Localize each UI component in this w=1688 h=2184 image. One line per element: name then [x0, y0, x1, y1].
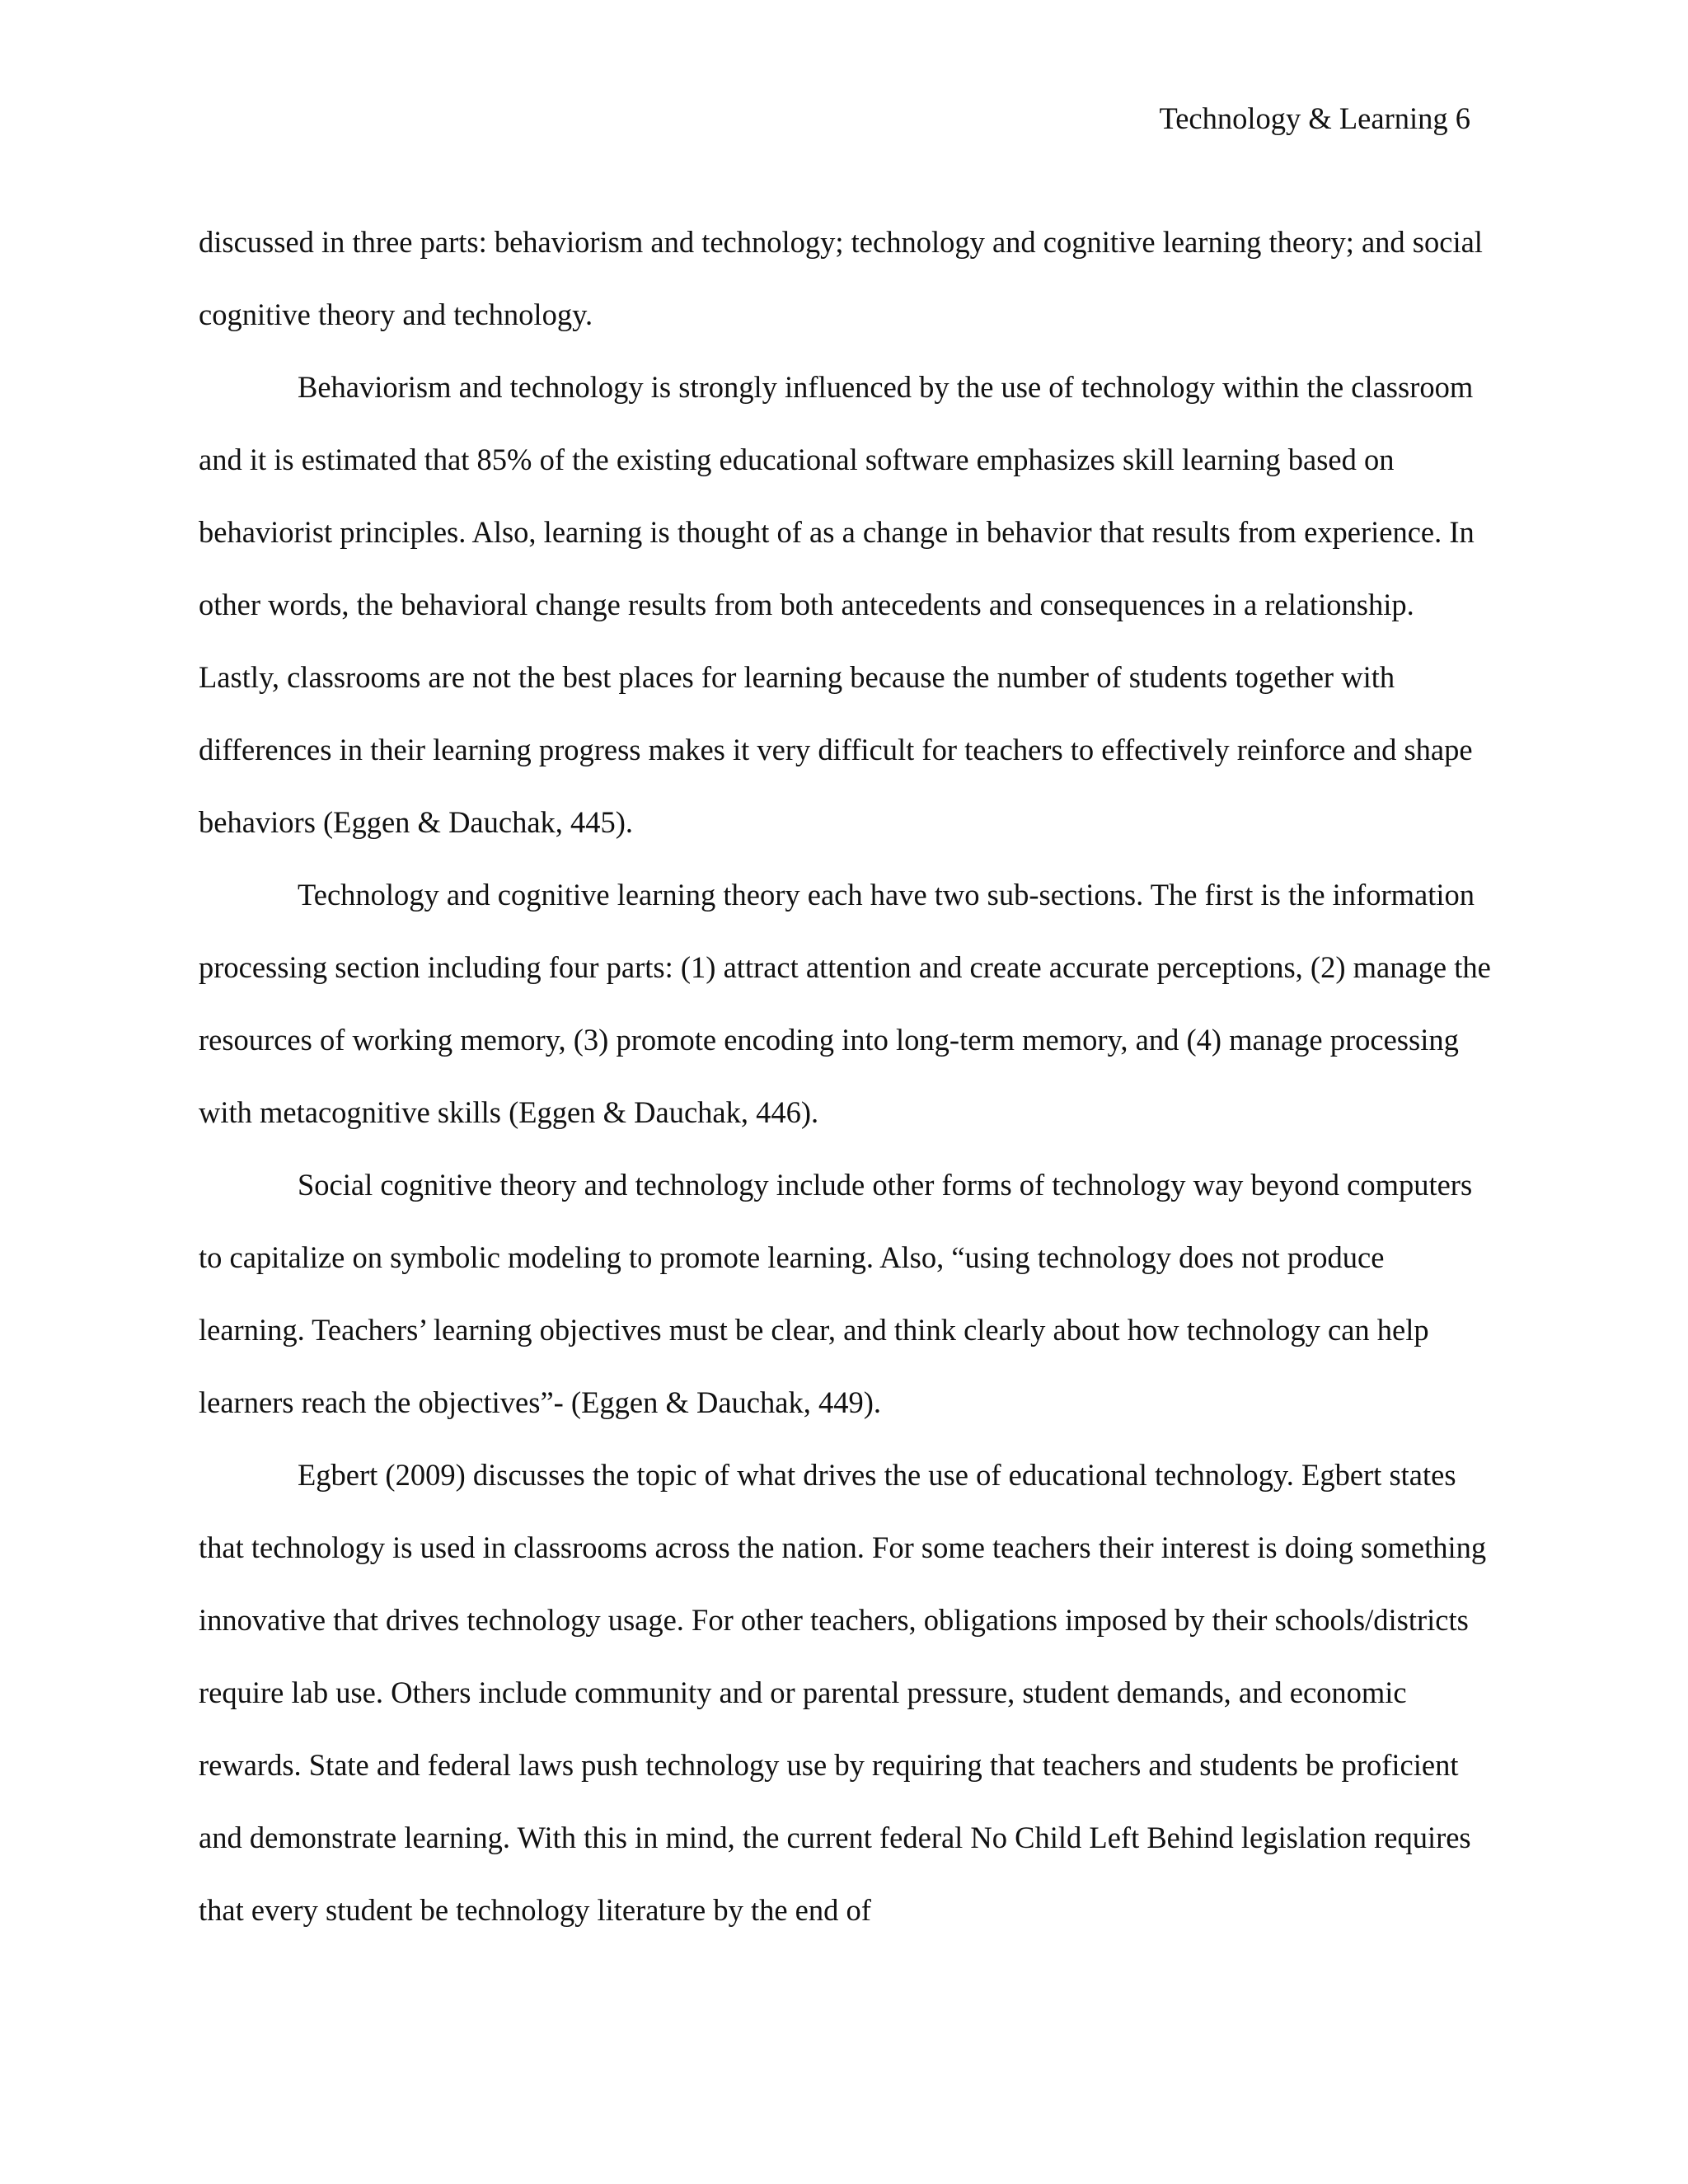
running-head: Technology & Learning 6 [1159, 101, 1470, 135]
paragraph-cognitive-theory: Technology and cognitive learning theory each have two sub-sections. The first is the information processing section including four parts: (1) attract attention and create accurate perceptions, (2) manage the resources of working memory, (3) promote encoding into long-term memory, and (4) manage processing with metacognitive skills (Eggen & Dauchak, 446). [199, 878, 1491, 1129]
paragraph-behaviorism: Behaviorism and technology is strongly influenced by the use of technology within the classroom and it is estimated that 85% of the existing educational software emphasizes skill learning based on behaviorist principles. Also, learning is thought of as a change in behavior that results from experience. In other words, the behavioral change results from both antecedents and consequences in a relationship. Lastly, classrooms are not the best places for learning because the number of students together with differences in their learning progress makes it very difficult for teachers to effectively reinforce and shape behaviors (Eggen & Dauchak, 445). [199, 370, 1475, 839]
paragraph-continuation: discussed in three parts: behaviorism and technology; technology and cognitive learning theory; and social cognitive theory and technology. [199, 225, 1483, 331]
body-text [199, 206, 1491, 1947]
paragraph-social-cognitive: Social cognitive theory and technology include other forms of technology way beyond computers to capitalize on symbolic modeling to promote learning. Also, “using technology does not produce learning. Teachers’ learning objectives must be clear, and think clearly about how technology can help learners reach the objectives”- (Eggen & Dauchak, 449). [199, 1168, 1473, 1419]
paragraph-egbert: Egbert (2009) discusses the topic of what drives the use of educational technology. Egbert states that technology is used in classrooms across the nation. For some teachers their interest is doing something innovative that drives technology usage. For other teachers, obligations imposed by their schools/districts require lab use. Others include community and or parental pressure, student demands, and economic rewards. State and federal laws push technology use by requiring that teachers and students be proficient and demonstrate learning. With this in mind, the current federal No Child Left Behind legislation requires that every student be technology literature by the end of [199, 1458, 1487, 1927]
